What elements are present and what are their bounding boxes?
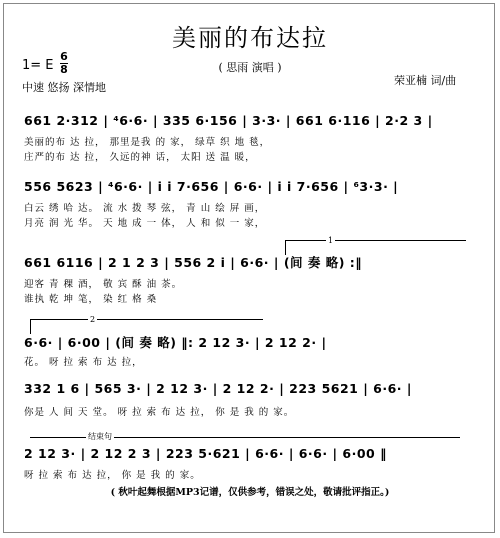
key-signature: 1= E: [22, 58, 54, 73]
lyrics-line-2a: 白云 绣 哈 达。 流 水 拨 琴 弦， 青 山 绘 屏 画，: [24, 203, 266, 214]
notation-line-3: 661 6116 | 2 1 2 3 | 556 2 i | 6·6· | (间 奏 略) :‖: [24, 255, 363, 270]
notation-line-6: 2 12 3· | 2 12 2 3 | 223 5·621 | 6·6· | 6·6· | 6·00 ‖: [24, 446, 387, 461]
song-title: 美丽的布达拉: [172, 24, 328, 52]
volta-1-label: 1: [328, 236, 334, 245]
time-denominator: 8: [60, 63, 68, 76]
tempo-marking: 中速 悠扬 深情地: [22, 81, 106, 94]
notation-line-5: 332 1 6 | 565 3· | 2 12 3· | 2 12 2· | 223 5621 | 6·6· |: [24, 381, 412, 396]
composer-credit: 荣亚楠 词/曲: [394, 74, 457, 87]
time-signature: [60, 52, 68, 75]
time-numerator: 6: [60, 50, 68, 63]
notation-line-4: 6·6· | 6·00 | (间 奏 略) ‖: 2 12 3· | 2 12 2· |: [24, 335, 327, 350]
lyrics-line-1a: 美丽的布 达 拉， 那里是我 的 家， 绿草 织 地 毯，: [24, 137, 271, 148]
footer-note: ( 秋叶起舞根据MP3记谱，仅供参考，错误之处，敬请批评指正。): [110, 487, 390, 498]
notation-line-1: 661 2·312 | ⁴6·6· | 335 6·156 | 3·3· | 661 6·116 | 2·2 3 |: [24, 113, 433, 128]
coda-label: 结束句: [88, 432, 112, 441]
lyrics-line-4: 花。 呀 拉 索 布 达 拉，: [24, 357, 143, 368]
lyrics-line-6: 呀 拉 索 布 达 拉， 你 是 我 的 家。: [24, 470, 201, 481]
notation-line-2: 556 5623 | ⁴6·6· | i i 7·656 | 6·6· | i i 7·656 | ⁶3·3· |: [24, 179, 399, 194]
lyrics-line-3a: 迎客 青 稞 酒， 敬 宾 酥 油 茶。: [24, 279, 183, 290]
lyrics-line-3b: 谁执 乾 坤 笔， 染 红 格 桑: [24, 294, 158, 305]
lyrics-line-1b: 庄严的布 达 拉， 久远的神 话， 太阳 送 温 暖，: [24, 152, 256, 163]
lyrics-line-2b: 月亮 润 光 华。 天 地 成 一 体， 人 和 似 一 家，: [24, 218, 266, 229]
volta-2-label: 2: [90, 315, 96, 324]
lyrics-line-5: 你是 人 间 天 堂。 呀 拉 索 布 达 拉， 你 是 我 的 家。: [24, 407, 295, 418]
volta-2-bracket: [30, 319, 263, 334]
singer-credit: ( 思雨 演唱 ): [218, 61, 282, 74]
